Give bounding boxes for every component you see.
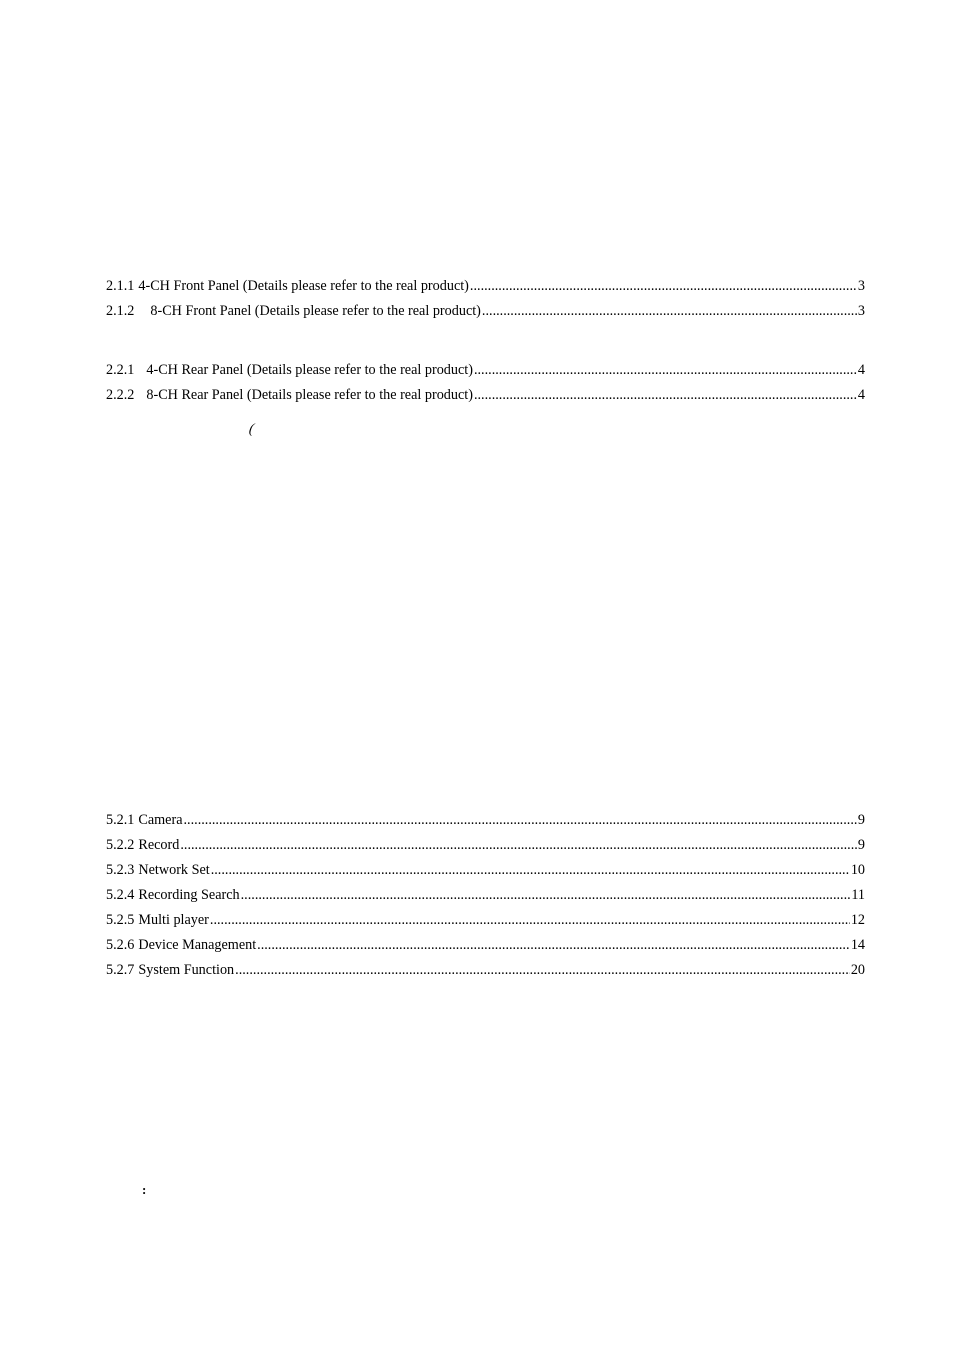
toc-entry-title [106,835,179,855]
toc-page-number: 3 [857,278,865,294]
toc-page-number: 20 [850,962,865,978]
toc-dot-leader [257,935,850,955]
toc-entry-2-2-2[interactable] [106,385,865,405]
toc-entry-5-2-5[interactable] [106,910,865,930]
toc-entry-2-1-2[interactable] [106,301,865,321]
toc-entry-label: Recording Search [138,887,240,903]
toc-entry-label: Multi player [138,912,209,928]
toc-entry-number: 5.2.5 [106,912,135,928]
toc-entry-5-2-1[interactable] [106,810,865,830]
toc-page-number: 3 [857,303,865,319]
toc-dot-leader [184,810,857,830]
toc-page-number: 12 [850,912,865,928]
toc-entry-title [106,860,210,880]
toc-page-number: 9 [857,837,865,853]
toc-entry-label: 4-CH Rear Panel (Details please refer to the real product) [146,362,473,378]
toc-entry-title [106,885,240,905]
toc-page-number: 4 [857,387,865,403]
toc-dot-leader [474,385,857,405]
toc-entry-number: 5.2.1 [106,812,135,828]
toc-entry-2-1-1[interactable] [106,276,865,296]
toc-entry-number: 5.2.2 [106,837,135,853]
toc-entry-number: 2.2.2 [106,387,135,403]
toc-dot-leader [474,360,857,380]
toc-entry-title [106,301,481,321]
toc-page-number: 9 [857,812,865,828]
stray-colon-mark: : [142,1182,147,1197]
toc-entry-number: 2.1.1 [106,278,135,294]
toc-entry-5-2-3[interactable] [106,860,865,880]
toc-dot-leader [482,301,857,321]
toc-entry-number: 2.2.1 [106,362,135,378]
toc-entry-title [106,960,234,980]
stray-paren-mark: ( [248,422,255,437]
toc-entry-label: Device Management [138,937,257,953]
toc-page-number: 4 [857,362,865,378]
toc-dot-leader [211,860,850,880]
toc-entry-title [106,360,473,380]
toc-dot-leader [210,910,850,930]
toc-entry-number: 5.2.6 [106,937,135,953]
toc-entry-label: Camera [138,812,183,828]
toc-entry-number: 5.2.7 [106,962,135,978]
toc-entry-2-2-1[interactable] [106,360,865,380]
toc-entry-5-2-2[interactable] [106,835,865,855]
toc-page-number: 11 [851,887,865,903]
toc-entry-number: 5.2.4 [106,887,135,903]
toc-entry-label: Record [138,837,180,853]
toc-dot-leader [241,885,851,905]
toc-dot-leader [180,835,857,855]
toc-entry-title [106,910,209,930]
toc-entry-label: System Function [138,962,235,978]
toc-entry-5-2-4[interactable] [106,885,865,905]
toc-entry-title [106,810,183,830]
toc-page-number: 10 [850,862,865,878]
toc-entry-5-2-7[interactable] [106,960,865,980]
toc-entry-title [106,276,469,296]
toc-entry-label: 4-CH Front Panel (Details please refer to the real product) [138,278,469,294]
toc-dot-leader [235,960,850,980]
toc-entry-label: 8-CH Front Panel (Details please refer to the real product) [150,303,481,319]
toc-entry-title [106,385,473,405]
toc-dot-leader [470,276,857,296]
toc-entry-number: 5.2.3 [106,862,135,878]
toc-entry-label: 8-CH Rear Panel (Details please refer to the real product) [146,387,473,403]
toc-entry-number: 2.1.2 [106,303,135,319]
toc-page-number: 14 [850,937,865,953]
toc-entry-label: Network Set [138,862,210,878]
toc-entry-title [106,935,256,955]
toc-entry-5-2-6[interactable] [106,935,865,955]
